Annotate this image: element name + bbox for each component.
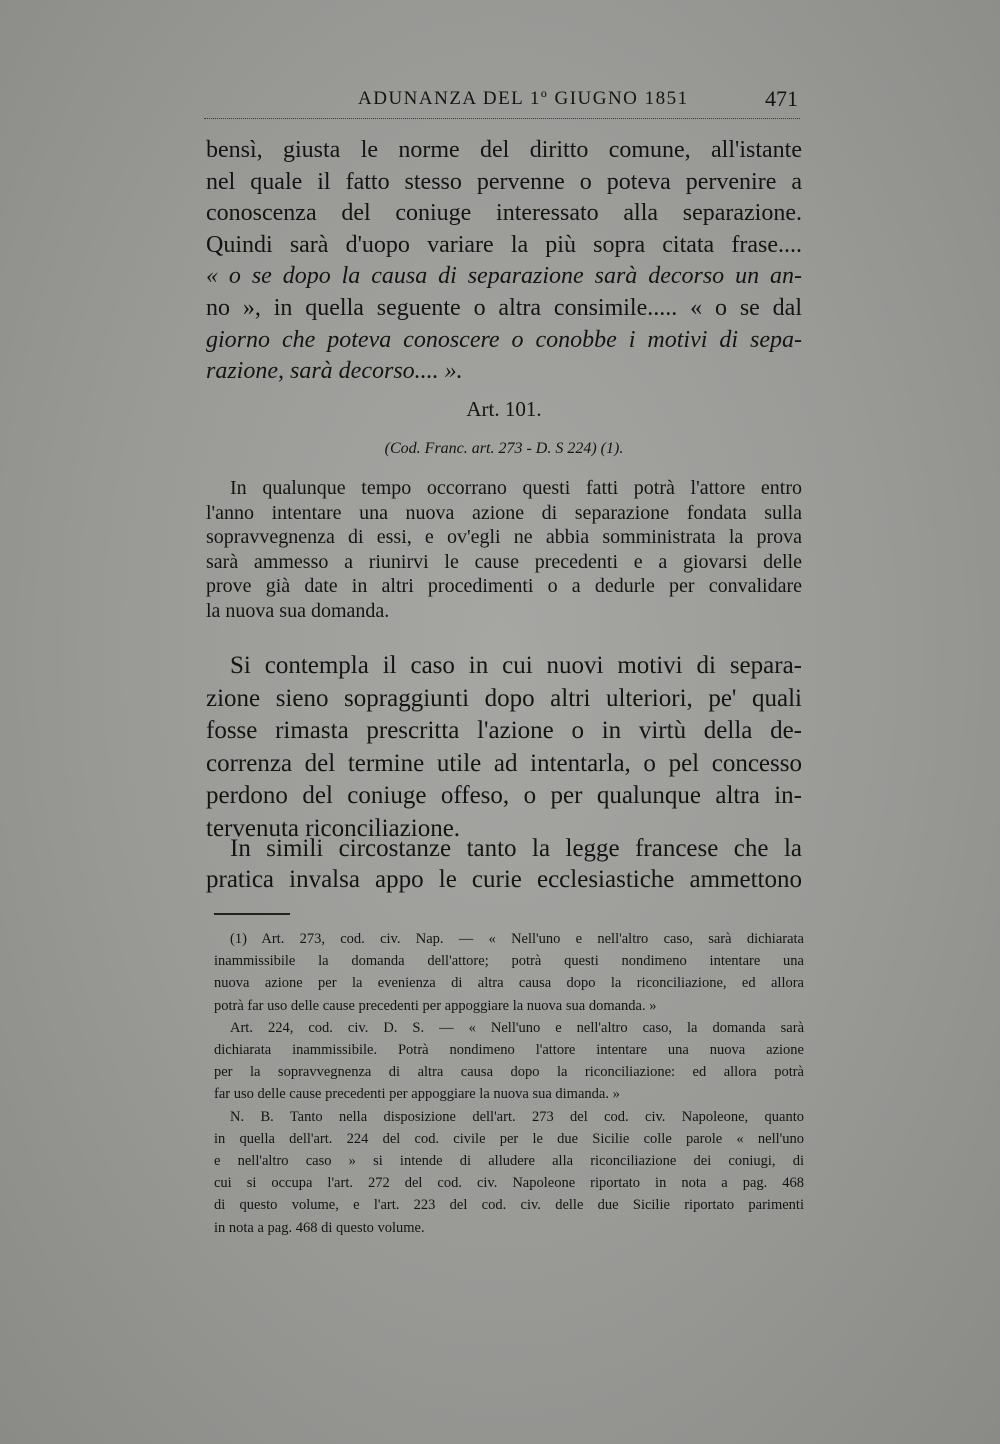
text-line: razione, sarà decorso.... ». [206,358,463,385]
running-head: ADUNANZA DEL 1º GIUGNO 1851 [358,88,689,109]
footnote-line: e nell'altro caso » si intende di alludere alla riconciliazione dei coniugi, di [214,1153,804,1170]
article-text [206,476,802,624]
top-paragraph [206,135,802,388]
text-line: prove già date in altri procedimenti o a dedurle per convalidare [206,575,802,598]
footnote-2 [214,1017,804,1106]
text-line: bensì, giusta le norme del diritto comune, all'istante [206,137,802,163]
page-number: 471 [765,86,798,111]
text-line: no », in quella seguente o altra consimile..... « o se dal [206,294,802,321]
footnote-line: potrà far uso delle cause precedenti per appoggiare la nuova sua domanda. » [214,997,657,1014]
text-line: giorno che poteva conoscere o conobbe i motivi di sepa- [206,326,802,353]
footnote-line: far uso delle cause precedenti per appoggiare la nuova sua dimanda. » [214,1086,620,1103]
footnote-line: inammissibile la domanda dell'attore; potrà questi nondimeno intentare una [214,953,804,970]
article-title: Art. 101. [466,397,542,421]
footnotes [214,928,804,1239]
text-line: Si contempla il caso in cui nuovi motivi di separa- [230,652,802,679]
footnote-divider [214,913,290,915]
text-line: perdono del coniuge offeso, o per qualunque altra in- [206,782,802,809]
footnote-line: in quella dell'art. 224 del cod. civile per le due Sicilie colle parole « nell'uno [214,1130,804,1147]
text-line: « o se dopo la causa di separazione sarà decorso un an- [206,263,802,290]
footnote-line: Art. 224, cod. civ. D. S. — « Nell'uno e nell'altro caso, la domanda sarà [230,1019,804,1036]
footnote-line: (1) Art. 273, cod. civ. Nap. — « Nell'uno e nell'altro caso, sarà dichiarata [230,931,804,947]
header-divider [204,118,800,119]
text-line: nel quale il fatto stesso pervenne o poteva pervenire a [206,168,802,195]
footnote-line: nuova azione per la evenienza di altra causa dopo la riconciliazione, ed allora [214,975,804,992]
text-line: fosse rimasta prescritta l'azione o in virtù della de- [206,717,802,744]
footnote-3 [214,1106,804,1239]
text-line: conoscenza del coniuge interessato alla separazione. [206,200,802,227]
text-line: pratica invalsa appo le curie ecclesiastiche ammettono [206,866,802,893]
text-line: sarà ammesso a riunirvi le cause precedenti e a giovarsi delle [206,550,802,573]
text-line: la nuova sua domanda. [206,599,390,622]
text-line: l'anno intentare una nuova azione di separazione fondata sulla [206,501,802,524]
text-line: sopravvegnenza di essi, e ov'egli ne abbia somministrata la prova [206,526,802,549]
text-line: In simili circostanze tanto la legge francese che la [230,835,802,862]
text-line: In qualunque tempo occorrano questi fatti potrà l'attore entro [230,477,802,499]
commentary-paragraph-1 [206,650,802,845]
article-reference: (Cod. Franc. art. 273 - D. S 224) (1). [384,440,624,457]
text-line: tervenuta riconciliazione. [206,814,461,842]
commentary-paragraph-2 [206,833,802,895]
footnote-line: di questo volume, e l'art. 223 del cod. civ. delle due Sicilie riportato parimenti [214,1197,804,1214]
footnote-1 [214,928,804,1017]
footnote-line: dichiarata inammissibile. Potrà nondimeno l'attore intentare una nuova azione [214,1042,804,1059]
footnote-line: per la sopravvegnenza di altra causa dopo la riconciliazione: ed allora potrà [214,1064,804,1081]
text-line: zione sieno sopraggiunti dopo altri ulteriori, pe' quali [206,684,802,712]
footnote-line: cui si occupa l'art. 272 del cod. civ. Napoleone riportato in nota a pag. 468 [214,1175,804,1192]
page-header [200,86,800,116]
text-line: correnza del termine utile ad intentarla, o pel concesso [206,749,802,777]
footnote-line: N. B. Tanto nella disposizione dell'art. 273 del cod. civ. Napoleone, quanto [230,1108,804,1125]
text-line: Quindi sarà d'uopo variare la più sopra citata frase.... [206,231,802,258]
footnote-line: in nota a pag. 468 di questo volume. [214,1219,425,1236]
